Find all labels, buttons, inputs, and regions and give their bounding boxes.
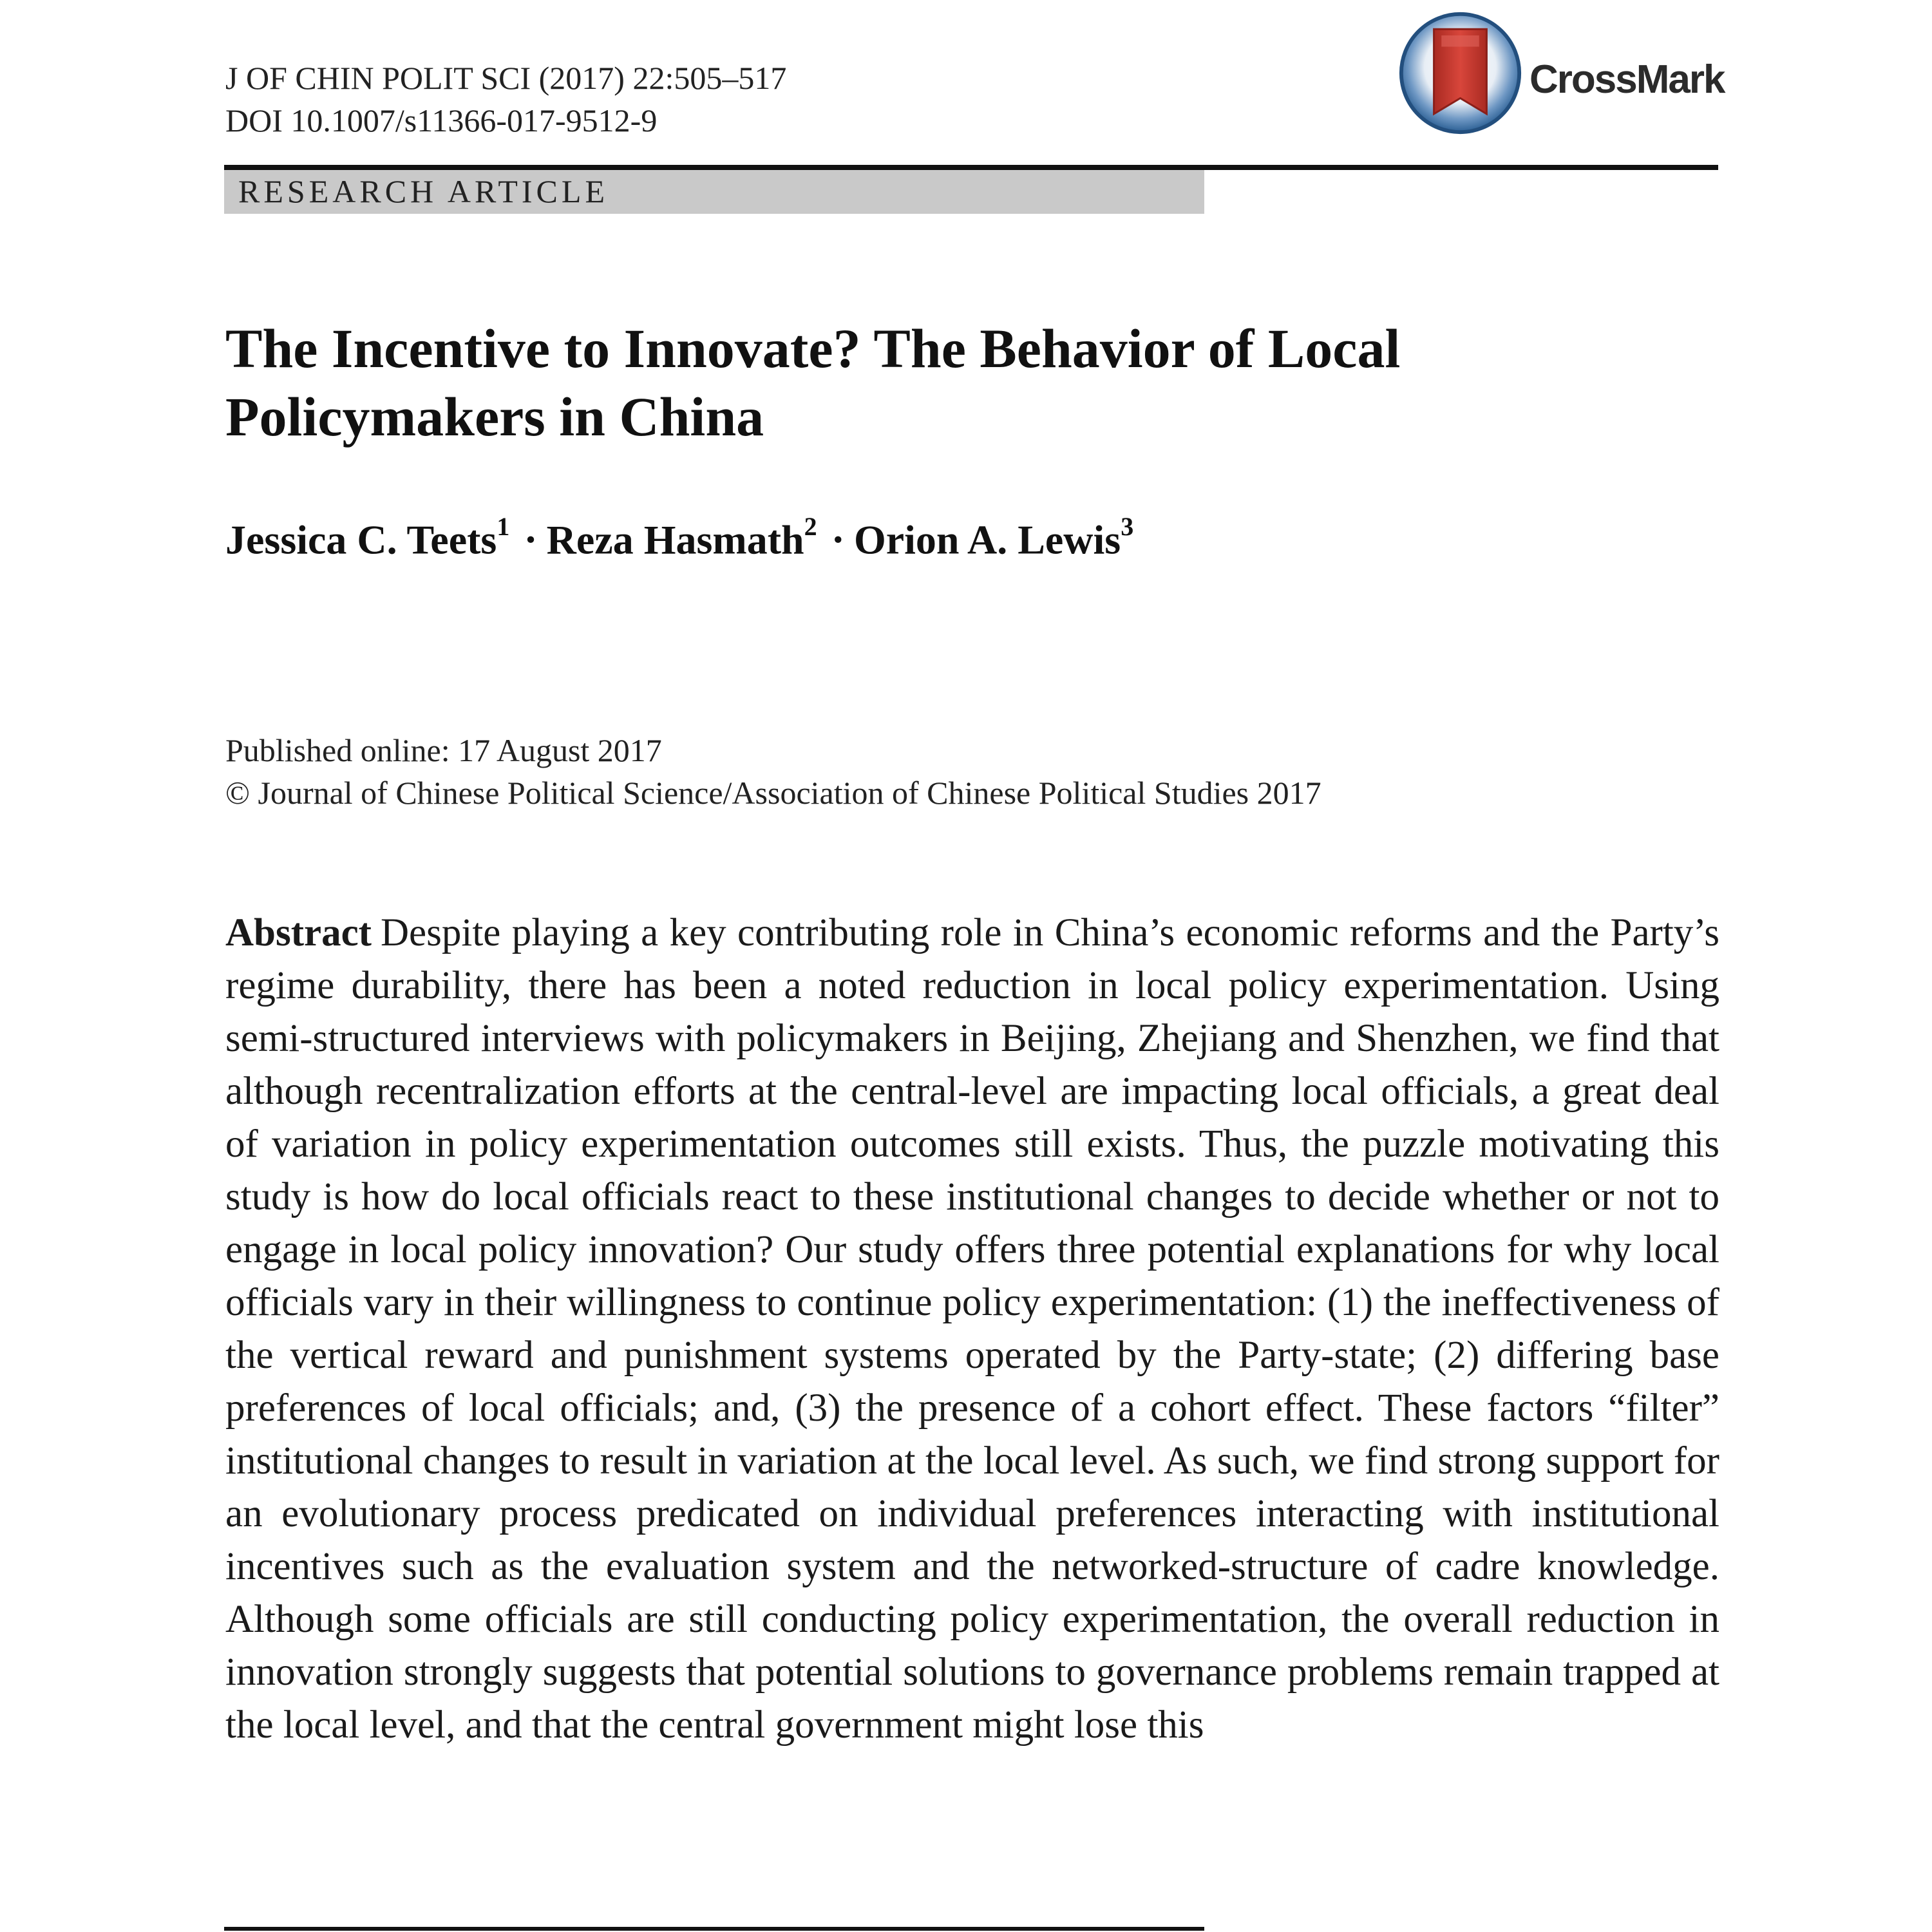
- author-affiliation: 1: [497, 512, 510, 541]
- published-online-date: Published online: 17 August 2017: [225, 732, 662, 768]
- author-name[interactable]: Reza Hasmath: [546, 516, 804, 563]
- crossmark-label: CrossMark: [1530, 57, 1725, 102]
- doi[interactable]: DOI 10.1007/s11366-017-9512-9: [225, 102, 658, 138]
- copyright-notice: © Journal of Chinese Political Science/Association of Chinese Political Studies 2017: [225, 775, 1321, 811]
- author-separator: ·: [831, 516, 845, 563]
- author-affiliation: 3: [1121, 512, 1134, 541]
- article-type: RESEARCH ARTICLE: [238, 173, 609, 209]
- header-rule: [224, 165, 1718, 170]
- citation-block: [225, 57, 786, 142]
- article-title: The Incentive to Innovate? The Behavior of Local Policymakers in China: [225, 317, 1401, 448]
- abstract-text: Despite playing a key contributing role in China’s economic reforms and the Party’s regime durability, there has been a noted reduction in local policy experimentation. Using semi-structured interviews with policymakers in Beijing, Zhejiang and Shenzhen, we find that although recentralization efforts at the central-level are impacting local officials, a great deal of variation in policy experimentation outcomes still exists. Thus, the puzzle motivating this study is how do local officials react to these institutional changes to decide whether or not to engage in local policy innovation? Our study offers three potential explanations for why local officials vary in their willingness to continue policy experimentation: (1) the ineffectiveness of the vertical reward and punishment systems operated by the Party-state; (2) differing base preferences of local officials; and, (3) the presence of a cohort effect. These factors “filter” institutional changes to result in variation at the local level. As such, we find strong support for an evolutionary process predicated on individual preferences interacting with institutional incentives such as the evaluation system and the networked-structure of cadre knowledge. Although some officials are still conducting policy experimentation, the overall reduction in innovation strongly suggests that potential solutions to governance problems remain trapped at the local level, and that the central government might lose this: [225, 911, 1719, 1747]
- article-type-band: [224, 170, 1204, 214]
- crossmark-badge[interactable]: [1397, 10, 1732, 136]
- author-list: [225, 512, 1134, 564]
- crossmark-icon: [1397, 10, 1523, 136]
- abstract-heading: Abstract: [225, 911, 372, 954]
- abstract: [225, 907, 1719, 1752]
- footnote-rule: [224, 1927, 1204, 1931]
- author-affiliation: 2: [804, 512, 817, 541]
- author-separator: ·: [524, 516, 538, 563]
- journal-citation: J OF CHIN POLIT SCI (2017) 22:505–517: [225, 60, 787, 96]
- author-name[interactable]: Jessica C. Teets: [225, 516, 497, 563]
- author-name[interactable]: Orion A. Lewis: [853, 516, 1121, 563]
- publication-info: [225, 729, 1321, 814]
